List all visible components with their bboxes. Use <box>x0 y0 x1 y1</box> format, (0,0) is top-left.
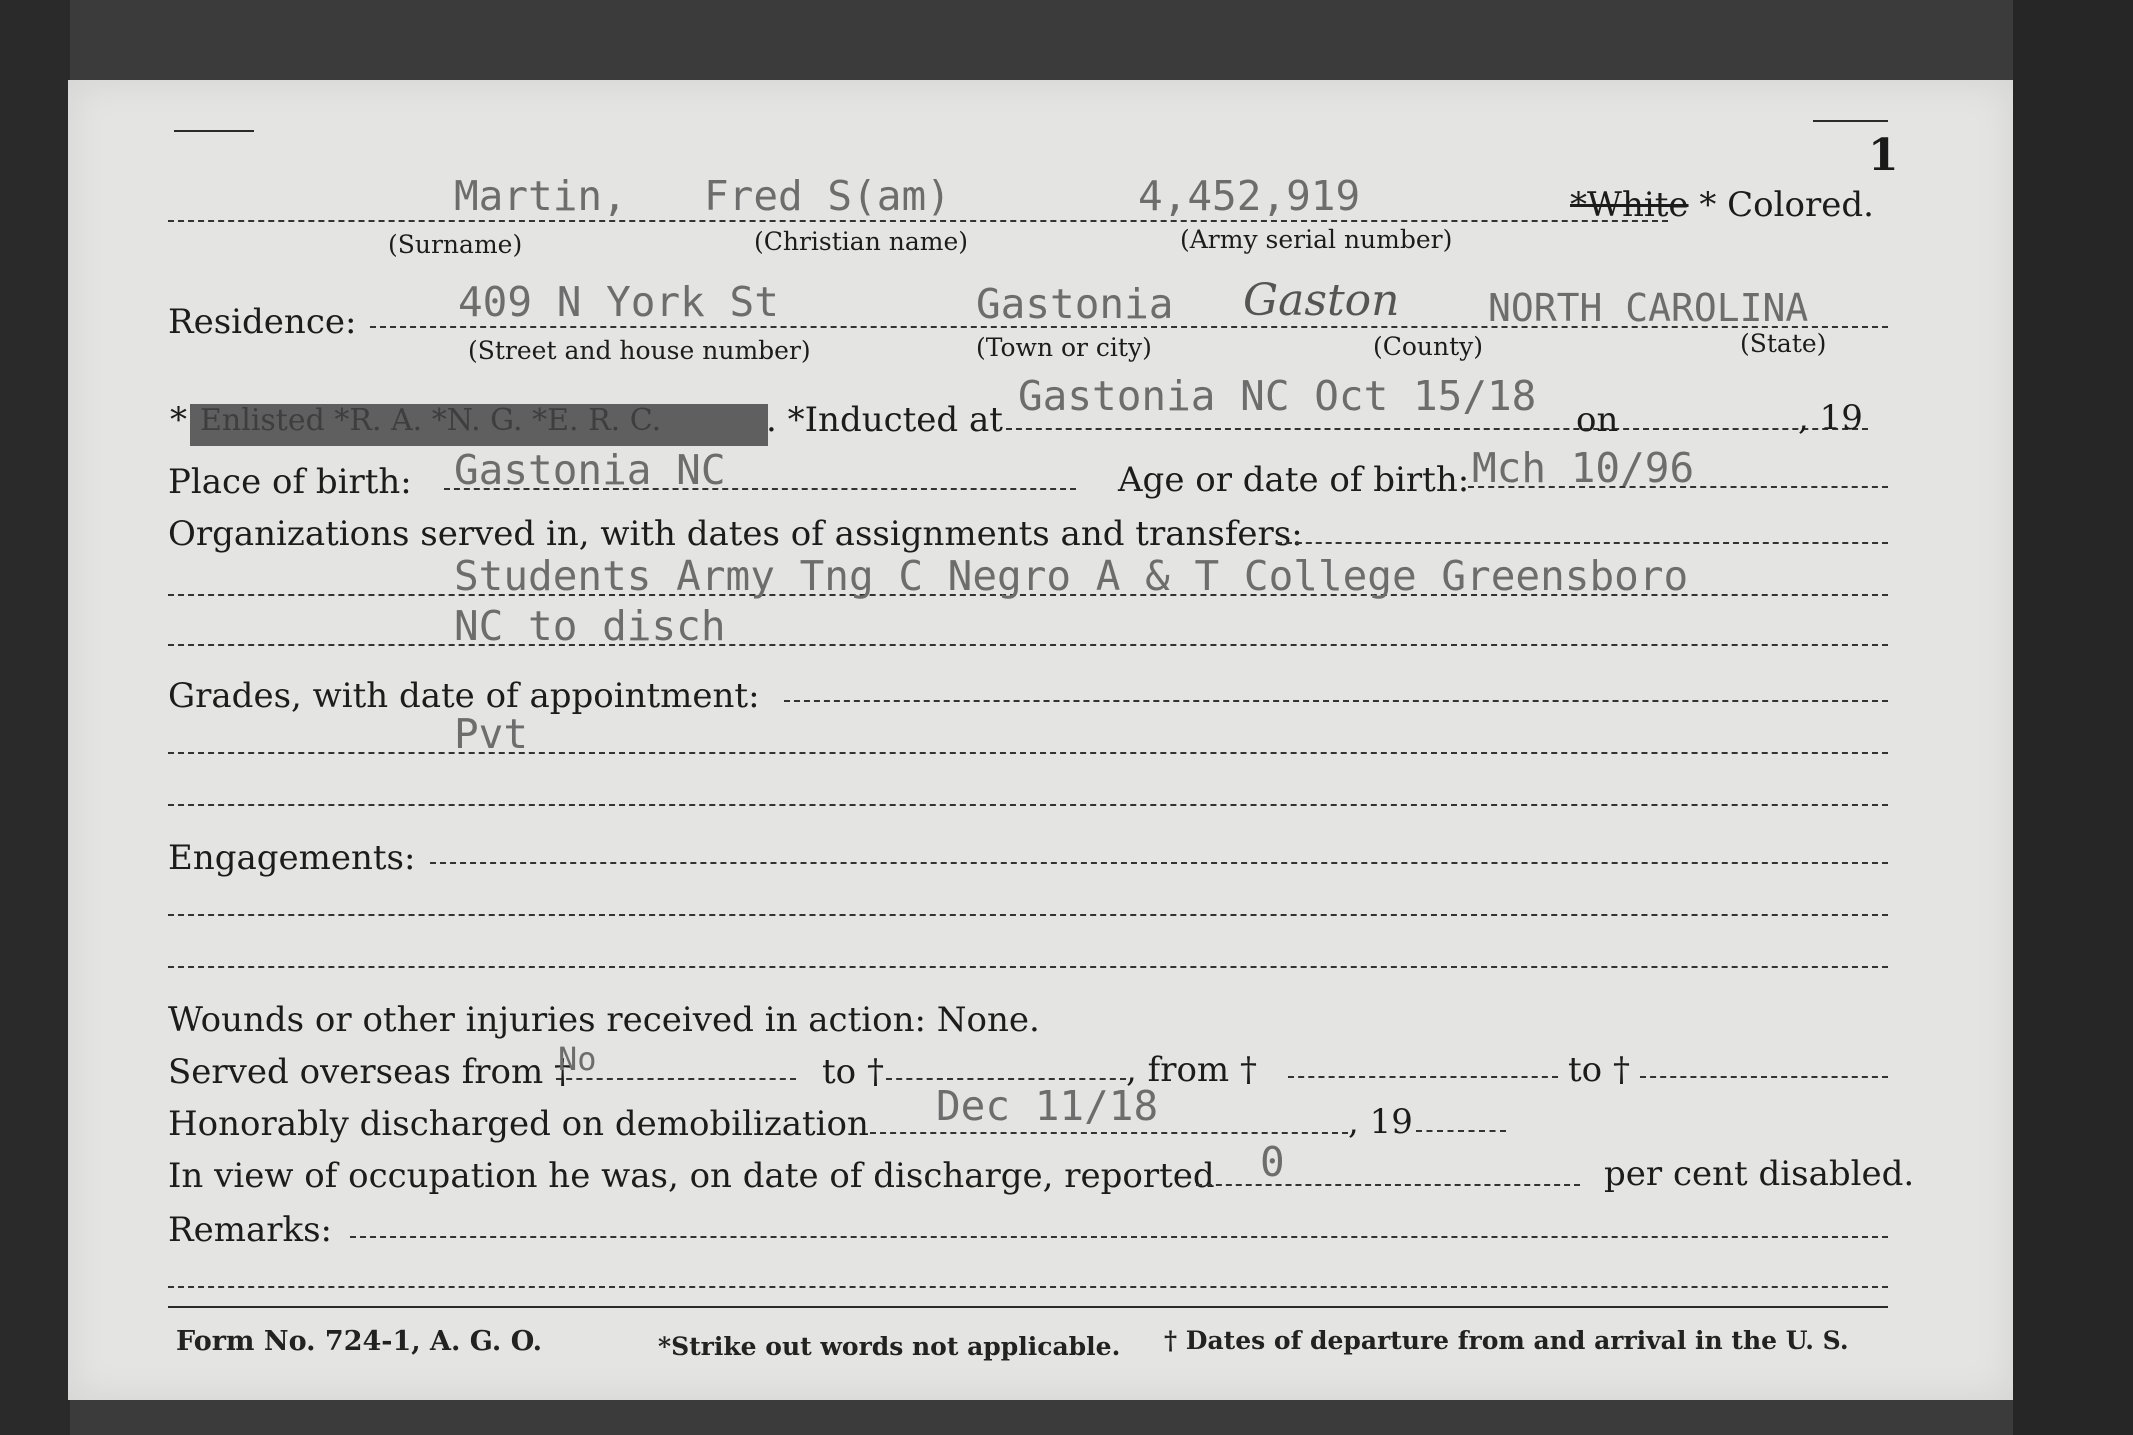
christian-name-value: Fred S(am) <box>704 172 951 220</box>
serial-number-value: 4,452,919 <box>1138 172 1361 220</box>
engagements-line-2 <box>168 966 1888 968</box>
discharge-date: Dec 11/18 <box>936 1082 1159 1130</box>
place-of-birth-label: Place of birth: <box>168 462 412 502</box>
residence-county: Gaston <box>1243 275 1400 326</box>
grades-line-2 <box>168 804 1888 806</box>
organizations-label: Organizations served in, with dates of assignments and transfers: <box>168 514 1303 554</box>
place-of-birth-value: Gastonia NC <box>454 446 726 494</box>
disability-suffix: per cent disabled. <box>1604 1154 1915 1194</box>
form-number: Form No. 724-1, A. G. O. <box>176 1326 543 1357</box>
inducted-label: . *Inducted at <box>766 400 1003 440</box>
discharge-label: Honorably discharged on demobilization <box>168 1104 869 1144</box>
overseas-to2-label: to † <box>1568 1050 1630 1090</box>
race-white-struck: *White * Colored. <box>1570 185 1874 225</box>
remarks-line-0 <box>350 1236 1888 1238</box>
town-caption: (Town or city) <box>976 333 1152 362</box>
organizations-value-1: Students Army Tng C Negro A & T College Greensboro <box>454 552 1689 600</box>
county-caption: (County) <box>1373 332 1484 361</box>
disability-value: 0 <box>1260 1138 1285 1186</box>
remarks-line-1 <box>168 1286 1888 1288</box>
overseas-from2-line <box>1288 1076 1558 1078</box>
overseas-from2-label: , from † <box>1126 1050 1257 1090</box>
grades-label: Grades, with date of appointment: <box>168 676 760 716</box>
residence-town: Gastonia <box>976 280 1174 328</box>
race-colored: Colored. <box>1727 185 1874 225</box>
race-star: * <box>1699 185 1717 225</box>
engagements-line-1 <box>168 914 1888 916</box>
engagements-line-0 <box>430 862 1888 864</box>
service-record-card <box>68 80 2013 1400</box>
surname-value: Martin, <box>454 172 627 220</box>
overseas-to2-line <box>1640 1076 1888 1078</box>
induction-star: * <box>170 400 187 440</box>
state-caption: (State) <box>1740 329 1827 358</box>
inducted-place-date: Gastonia NC Oct 15/18 <box>1018 372 1537 420</box>
overseas-to1-label: to † <box>822 1052 884 1092</box>
christian-caption: (Christian name) <box>754 227 969 256</box>
disability-line <box>1196 1184 1580 1186</box>
overseas-from-label: Served overseas from † <box>168 1052 572 1092</box>
residence-street: 409 N York St <box>458 278 779 326</box>
remarks-label: Remarks: <box>168 1210 332 1250</box>
grades-value-1: Pvt <box>454 710 529 758</box>
strike-note: *Strike out words not applicable. <box>658 1332 1121 1361</box>
discharge-year-prefix: , 19 <box>1348 1102 1413 1142</box>
right-background <box>2013 0 2133 1435</box>
wounds-label: Wounds or other injuries received in action: None. <box>168 1000 1040 1040</box>
disability-label: In view of occupation he was, on date of discharge, reported <box>168 1156 1215 1196</box>
organizations-line-0 <box>1276 542 1888 544</box>
engagements-label: Engagements: <box>168 838 416 878</box>
date-of-birth-value: Mch 10/96 <box>1472 444 1695 492</box>
grades-line-0 <box>784 700 1888 702</box>
left-background <box>0 0 70 1435</box>
surname-caption: (Surname) <box>388 230 523 259</box>
footer-rule <box>168 1306 1888 1308</box>
organizations-line-2 <box>168 644 1888 646</box>
dates-note: † Dates of departure from and arrival in the U. S. <box>1164 1326 1849 1355</box>
induction-year-prefix: , 19 <box>1798 398 1863 438</box>
age-label: Age or date of birth: <box>1118 460 1470 500</box>
serial-caption: (Army serial number) <box>1180 225 1453 254</box>
induction-line <box>1006 428 1868 430</box>
residence-label: Residence: <box>168 302 357 342</box>
redacted-text: Enlisted *R. A. *N. G. *E. R. C. <box>200 403 662 438</box>
top-right-rule <box>1813 120 1888 122</box>
induction-on: on <box>1576 400 1619 440</box>
street-caption: (Street and house number) <box>468 336 811 365</box>
card-number: 1 <box>1868 130 1899 181</box>
residence-state: NORTH CAROLINA <box>1488 286 1809 330</box>
top-left-rule <box>174 130 254 132</box>
name-line <box>168 220 1668 222</box>
discharge-year-line <box>1416 1130 1506 1132</box>
grades-line-1 <box>168 752 1888 754</box>
overseas-from-line <box>556 1078 796 1080</box>
overseas-from-value: No <box>558 1040 597 1078</box>
organizations-value-2: NC to disch <box>454 602 726 650</box>
overseas-to1-line <box>886 1078 1126 1080</box>
discharge-line <box>870 1132 1348 1134</box>
